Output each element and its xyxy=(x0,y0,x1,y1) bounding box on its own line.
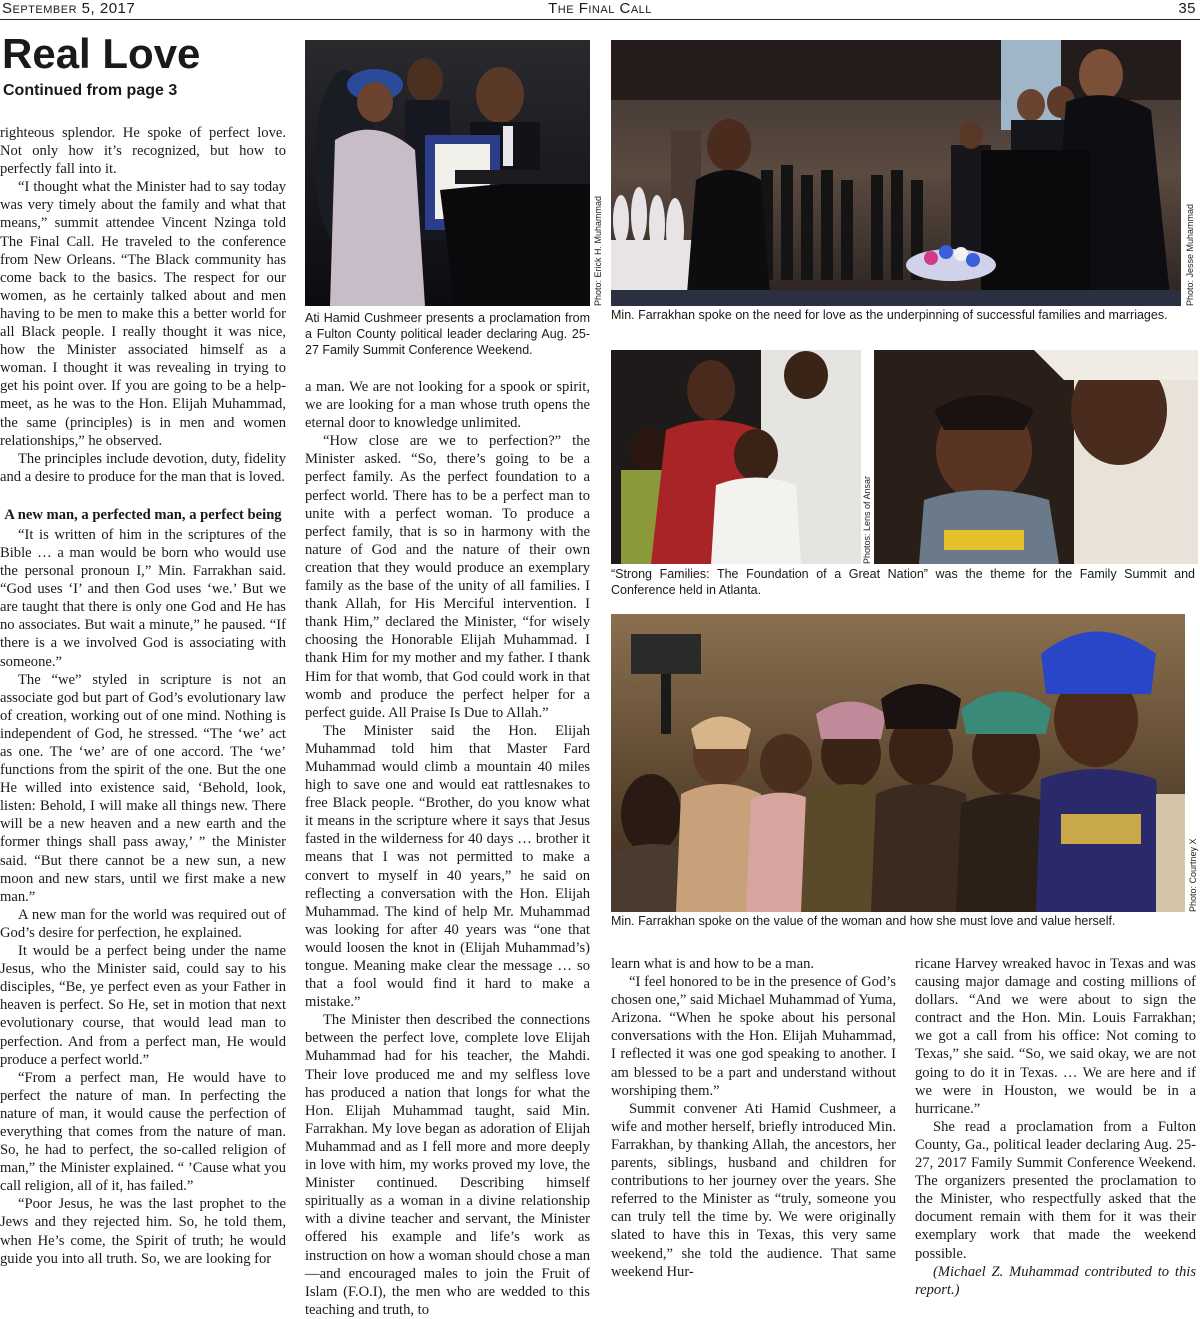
photo-credit: Photo: Jesse Muhammad xyxy=(1185,203,1195,306)
audience-photo-image xyxy=(611,614,1185,912)
paragraph: learn what is and how to be a man. xyxy=(611,956,815,972)
article-column-4 xyxy=(915,955,1196,1299)
paragraph: “Poor Jesus, he was the last prophet to the Jews and they rejected him. So, he told them, when He’s come, the Spirit of truth; he would guide you into all truth. So, we are looking for xyxy=(0,1196,286,1267)
paragraph: A new man for the world was required out of God’s desire for perfection, he explained. xyxy=(0,906,286,941)
publication-name: The Final Call xyxy=(548,0,652,17)
photo-credit: Photo: Erick H. Muhammad xyxy=(593,195,603,306)
paragraph: “I thought what the Minister had to say today was very timely about the family and what that means,” summit attendee Vincent Nzinga told The Final Call. He traveled to the conference from New Orleans. “The Black community has come back to the basics. The respect for our women, as he certainly talked about and men having to be men to make this a better world for all Black people. I really thought it was nice, how the Minister associated himself as a woman. I thought it was revealing in trying to get his point over. If you are going to be a help-meet, as he was to the Hon. Elijah Muhammad, the same (principles) is in men and women relationships,” he observed. xyxy=(0,179,286,449)
photo-audience xyxy=(611,614,1185,912)
paragraph: “It is written of him in the scriptures of the Bible … a man would be born who would use the personal pronoun I,” Min. Farrakhan said. “God uses ‘I’ and then God uses ‘we.’ But we are taught that there is only one God and He has no associates. But wait a minute,” he paused. “If there is a we involved God is associating with someone.” xyxy=(0,526,286,670)
photo-caption: “Strong Families: The Foundation of a Great Nation” was the theme for the Family Summit and Conference held in Atlanta. xyxy=(611,567,1195,597)
proclamation-photo-image xyxy=(305,40,590,306)
paragraph: “How close are we to perfection?” the Minister asked. “So, there’s going to be a perfect family. As the perfect foundation to a perfect world. There has to be a perfect man to unite with a perfect woman. To produce a perfect family, that is so in harmony with the nature of God and the nature of their own creation that they would produce an exemplary family as the base of the unity of all families. I thank Allah, for His Merciful intervention. I thank Him,” declared the Minister, “for wisely choosing the Honorable Elijah Muhammad. I thank Him for my mother and my father. I thank Him for that womb, that God could work in that womb and produce the perfect helper for a perfect guide. All Praise Is Due to Allah.” xyxy=(305,433,590,721)
paragraph: The principles include devotion, duty, fidelity and a desire to produce for the man that is loved. xyxy=(0,450,286,485)
paragraph: “I feel honored to be in the presence of God’s chosen one,” said Michael Muhammad of Yuma, Arizona. “When he spoke about his personal conversations with the Hon. Elijah Muhammad, I reflected it was one god speaking to another. I am blessed to be a part and understand without worshiping them.” xyxy=(611,974,896,1099)
photo-credit: Photo: Courtney X xyxy=(1188,838,1198,912)
header-rule xyxy=(0,19,1200,20)
photo-podium-speech xyxy=(611,40,1181,306)
headline: Real Love xyxy=(2,30,201,77)
family-photo-right-image xyxy=(874,350,1198,564)
article-column-1 xyxy=(0,124,286,1268)
photo-caption: Min. Farrakhan spoke on the need for love as the underpinning of successful families and marriages. xyxy=(611,308,1168,322)
continued-line: Continued from page 3 xyxy=(3,82,178,99)
photo-caption: Min. Farrakhan spoke on the value of the woman and how she must love and value herself. xyxy=(611,914,1116,928)
paragraph: “From a perfect man, He would have to perfect the nature of man. In perfecting the nature of man, it would cause the perfection of everything that comes from the nature of man. So, he had to perfect, the so-called religion of man,” the Minister explained. “ ’Cause what you call religion, all of it, has failed.” xyxy=(0,1069,286,1195)
family-photo-left-image xyxy=(611,350,861,564)
paragraph: The “we” styled in scripture is not an associate god but part of God’s evolutionary law of creation, working out of one mind. Nothing is independent of God, he stressed. “The ‘we’ act as one. The ‘we’ are of one accord. The ‘we’ functions from the spirit of the one. But the one He willed into existence said, ‘Behold, look, listen: Behold, I will make all things new. There will be a new heaven and a new earth and the former things shall pass away,’ ” the Minister said. “But there cannot be a new sun, a new moon and new stars, until we first make a new man.” xyxy=(0,671,286,905)
photo-family-left xyxy=(611,350,861,564)
paragraph: The Minister then described the connections between the perfect love, complete love Elijah Muhammad had for his teacher, the Mahdi. Their love produced me and my selfless love has produced a nation that longs for what the Hon. Elijah Muhammad taught, said Min. Farrakhan. My love began as adoration of Elijah Muhammad and as I fell more and more deeply in love with him, my works proved my love, the Minister continued. Describing himself spiritually as a woman in a divine relationship with a divine teacher and servant, the Minister offered his example and life’s work as instruction on how a woman should chose a man—and encouraged males to join the Fruit of Islam (F.O.I), the men who are wedded to this teaching and truth, to xyxy=(305,1012,590,1318)
article-column-2 xyxy=(305,378,590,1319)
paragraph: righteous splendor. He spoke of perfect love. Not only how it’s recognized, but how to perfectly fall into it. xyxy=(0,125,286,178)
subhead: A new man, a perfected man, a perfect being xyxy=(4,506,282,523)
paragraph: a man. We are not looking for a spook or spirit, we are looking for a man whose truth opens the eternal door to knowledge unlimited. xyxy=(305,379,590,432)
paragraph: It would be a perfect being under the name Jesus, who the Minister said, could say to his disciples, “Be, ye perfect even as your Father in heaven is perfect. So He, set in motion that next evolutionary course, that would lead man to perfection. And from a perfect man, He would produce a perfect world.” xyxy=(0,943,286,1068)
paragraph: Summit convener Ati Hamid Cushmeer, a wife and mother herself, briefly introduced Min. Farrakhan, by thanking Allah, the ancestors, her parents, siblings, husband and children for contributions to her journey over the years. She referred to the Minister as “truly, someone you can truly tell the time by. We were originally slated to have this in Texas, this very same weekend,” she told the audience. That same weekend Hur- xyxy=(611,1100,896,1280)
issue-date: September 5, 2017 xyxy=(2,0,136,17)
photo-caption: Ati Hamid Cushmeer presents a proclamation from a Fulton County political leader declaring Aug. 25-27 Family Summit Conference Weekend. xyxy=(305,311,590,357)
photo-credit: Photos: Lens of Ansar xyxy=(862,475,872,564)
contributor-note: (Michael Z. Muhammad contributed to this report.) xyxy=(915,1263,1196,1298)
article-column-3 xyxy=(611,955,896,1281)
photo-proclamation xyxy=(305,40,590,306)
page-number: 35 xyxy=(1178,0,1196,17)
paragraph: The Minister said the Hon. Elijah Muhammad told him that Master Fard Muhammad would climb a mountain 40 miles high to save one and would eat rattlesnakes to free Black people. “Brother, do you know what it means in the scripture where it says that Jesus fasted in the wilderness for 40 days … brother it means that I was not permitted to make a convert to myself in 40 years,” he said on reflecting a conversation with the Hon. Elijah Muhammad. The kind of help Mr. Muhammad was looking for after 40 years was “one that would loosen the knot in (Elijah Muhammad’s) tongue. Meaning make clear the message … so that a fool would find it hard to make a mistake.” xyxy=(305,722,590,1011)
paragraph: ricane Harvey wreaked havoc in Texas and was causing major damage and costing millions of dollars. “And we were about to sign the contract and the Hon. Min. Louis Farrakhan; we got a call from his office: Not coming to Texas,” she said. “So, we said okay, we are not going to do it in Texas. … We are here and if we were in Houston, we would be in a hurricane.” xyxy=(915,956,1196,1117)
podium-photo-image xyxy=(611,40,1181,306)
photo-family-right xyxy=(874,350,1198,564)
paragraph: She read a proclamation from a Fulton County, Ga., political leader declaring Aug. 25-27, 2017 Family Summit Conference Weekend. The organizers presented the proclamation to the Minister, who respectfully asked that the document remain with them for it was their exemplary work that made the weekend possible. xyxy=(915,1118,1196,1262)
